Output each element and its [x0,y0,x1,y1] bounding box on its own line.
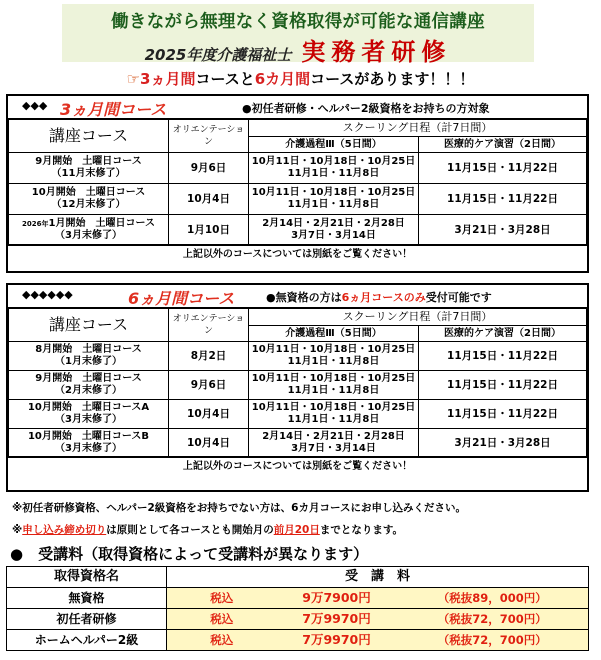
tagline-3month: 3ヵ月間 [140,70,196,88]
kaigo-cell: 10月11日・10月18日・10月25日 11月1日・11月8日 [249,400,419,429]
course-name-cell: 10月開始 土曜日コースA （3月末修了） [9,400,169,429]
header-schooling: スクーリング日程（計7日間） [249,309,587,326]
orientation-cell: 9月6日 [169,371,249,400]
fee-pretax: （税抜72，700円） [397,630,589,651]
fee-tax-label: 税込 [167,630,277,651]
header-course: 講座コース [9,309,169,342]
kaigo-cell: 2月14日・2月21日・2月28日 3月7日・3月14日 [249,429,419,457]
section-title: 3ヵ月間コース [60,100,167,119]
pointing-hand-icon: ☞ [126,70,141,88]
banner-title: 実務者研修 [301,38,452,66]
six-month-section [6,283,589,492]
fee-pretax: （税抜89，000円） [397,588,589,609]
table-row [9,342,587,371]
section-title: 6ヵ月間コース [128,289,235,308]
iryo-cell: 11月15日・11月22日 [419,342,587,371]
course-name-cell: 2026年1月開始 土曜日コース （3月末修了） [9,215,169,245]
header-orientation: オリエンテーション [169,309,249,342]
section-note: ●無資格の方は6ヵ月コースのみ受付可能です [266,291,492,304]
fee-tax-label: 税込 [167,609,277,630]
table-row [7,609,589,630]
table-row [9,400,587,429]
fee-amount: 9万7900円 [277,588,397,609]
table-row [7,588,589,609]
tagline-text: コースと [195,70,255,88]
tagline-6month: 6カ月間 [254,70,311,88]
iryo-cell: 11月15日・11月22日 [419,400,587,429]
kaigo-cell: 10月11日・10月18日・10月25日 11月1日・11月8日 [249,371,419,400]
table-row [7,630,589,651]
iryo-cell: 11月15日・11月22日 [419,153,587,184]
header-kaigo: 介護過程Ⅲ（5日間） [249,326,419,342]
table-row [9,429,587,457]
fee-qualification: 無資格 [7,588,167,609]
fee-header-amount: 受 講 料 [167,567,589,588]
three-month-section [6,94,589,273]
orientation-cell: 10月4日 [169,429,249,457]
banner-subtitle: 働きながら無理なく資格取得が可能な通信講座 [111,12,485,32]
kaigo-cell: 10月11日・10月18日・10月25日 11月1日・11月8日 [249,184,419,215]
iryo-cell: 11月15日・11月22日 [419,371,587,400]
fee-heading: ● 受講料（取得資格によって受講料が異なります） [10,545,369,563]
diamond-bullets: ◆◆◆◆◆◆ [22,288,73,301]
section-footer: 上記以外のコースについては別紙をご覧ください！ [8,245,587,264]
iryo-cell: 11月15日・11月22日 [419,184,587,215]
header-kaigo: 介護過程Ⅲ（5日間） [249,137,419,153]
note-deadline: ※申し込み締め切りは原則として各コースとも開始月の前月20日までとなります。 [12,524,403,536]
table-row [9,184,587,215]
course-name-cell: 8月開始 土曜日コース （1月末修了） [9,342,169,371]
section-header [8,96,587,119]
fee-tax-label: 税込 [167,588,277,609]
header-iryo: 医療的ケア演習（2日間） [419,326,587,342]
banner-title-line [62,32,534,67]
kaigo-cell: 10月11日・10月18日・10月25日 11月1日・11月8日 [249,153,419,184]
header-banner [62,4,534,66]
course-name-cell: 10月開始 土曜日コースB （3月末修了） [9,429,169,457]
kaigo-cell: 2月14日・2月21日・2月28日 3月7日・3月14日 [249,215,419,245]
orientation-cell: 9月6日 [169,153,249,184]
iryo-cell: 3月21日・3月28日 [419,429,587,457]
orientation-cell: 10月4日 [169,184,249,215]
fee-qualification: ホームヘルパー2級 [7,630,167,651]
fee-amount: 7万9970円 [277,609,397,630]
header-course: 講座コース [9,120,169,153]
course-name-cell: 10月開始 土曜日コース （12月末修了） [9,184,169,215]
fee-qualification: 初任者研修 [7,609,167,630]
course-name-cell: 9月開始 土曜日コース （2月末修了） [9,371,169,400]
section-note: ●初任者研修・ヘルパー2級資格をお持ちの方対象 [242,102,490,115]
header-iryo: 医療的ケア演習（2日間） [419,137,587,153]
fee-amount: 7万9970円 [277,630,397,651]
tagline-text-end: コースがあります！！！ [310,70,475,88]
fee-header-qualification: 取得資格名 [7,567,167,588]
table-row [9,371,587,400]
iryo-cell: 3月21日・3月28日 [419,215,587,245]
table-row [9,153,587,184]
banner-year: 2025年度介護福祉士 [144,46,292,64]
section-header [8,285,587,308]
orientation-cell: 8月2日 [169,342,249,371]
orientation-cell: 1月10日 [169,215,249,245]
fee-table [6,566,589,651]
header-orientation: オリエンテーション [169,120,249,153]
section-footer: 上記以外のコースについては別紙をご覧ください！ [8,457,587,476]
kaigo-cell: 10月11日・10月18日・10月25日 11月1日・11月8日 [249,342,419,371]
course-name-cell: 9月開始 土曜日コース （11月末修了） [9,153,169,184]
diamond-bullets: ◆◆◆ [22,99,48,112]
table-row [9,215,587,245]
header-schooling: スクーリング日程（計7日間） [249,120,587,137]
note-qualification: ※初任者研修資格、ヘルパー2級資格をお持ちでない方は、6カ月コースにお申し込みください。 [12,502,466,514]
orientation-cell: 10月4日 [169,400,249,429]
fee-pretax: （税抜72，700円） [397,609,589,630]
schedule-table [8,119,587,245]
course-tagline [0,68,601,89]
schedule-table [8,308,587,457]
